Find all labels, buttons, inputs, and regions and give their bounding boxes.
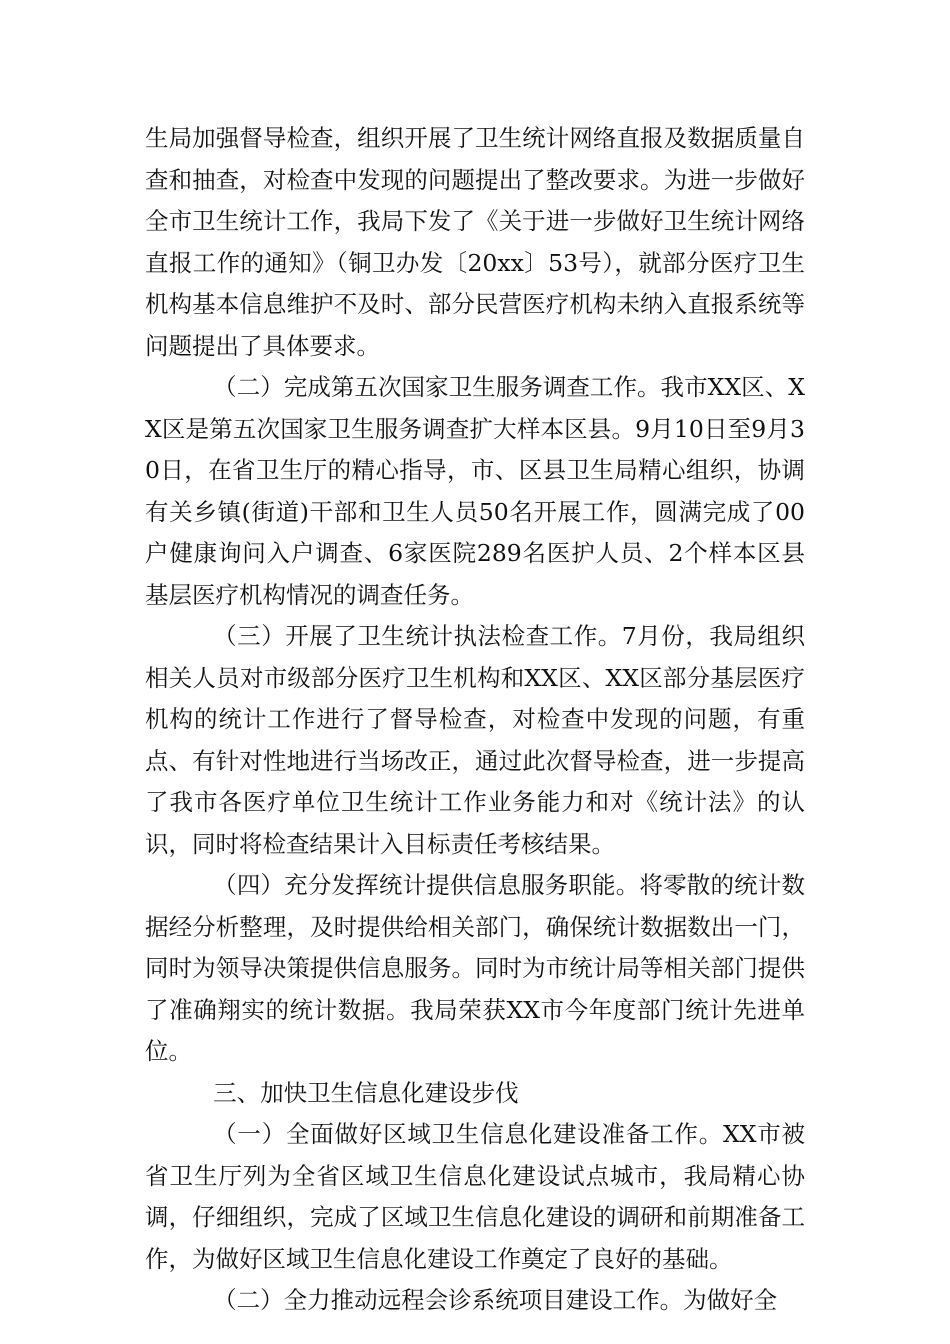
- paragraph-remote-consultation: （二）全力推动远程会诊系统项目建设工作。为做好全: [213, 1286, 778, 1314]
- document-body: [145, 118, 805, 1322]
- paragraph-statistics-law-inspection: （三）开展了卫生统计执法检查工作。7月份，我局组织相关人员对市级部分医疗卫生机构和XX区、XX区部分基层医疗机构的统计工作进行了督导检查，对检查中发现的问题，有重点、有针对性地进行当场改正，通过此次督导检查，进一步提高了我市各医疗单位卫生统计工作业务能力和对《统计法》的认识，同时将检查结果计入目标责任考核结果。: [145, 622, 805, 858]
- paragraph-information-services: （四）充分发挥统计提供信息服务职能。将零散的统计数据经分析整理，及时提供给相关部门，确保统计数据数出一门，同时为领导决策提供信息服务。同时为市统计局等相关部门提供了准确翔实的统计数据。我局荣获XX市今年度部门统计先进单位。: [145, 871, 805, 1065]
- paragraph-health-service-survey: （二）完成第五次国家卫生服务调查工作。我市XX区、XX区是第五次国家卫生服务调查扩大样本区县。9月10日至9月30日，在省卫生厅的精心指导，市、区县卫生局精心组织，协调有关乡镇(街道)干部和卫生人员50名开展工作，圆满完成了00户健康询问入户调查、6家医院289名医护人员、2个样本区县基层医疗机构情况的调查任务。: [145, 373, 805, 609]
- section-heading-informatization: 三、加快卫生信息化建设步伐: [213, 1078, 519, 1107]
- paragraph-regional-informatization: （一）全面做好区域卫生信息化建设准备工作。XX市被省卫生厅列为全省区域卫生信息化建设试点城市，我局精心协调，仔细组织，完成了区域卫生信息化建设的调研和前期准备工作，为做好区域卫生信息化建设工作奠定了良好的基础。: [145, 1120, 805, 1273]
- paragraph-continuation: 生局加强督导检查，组织开展了卫生统计网络直报及数据质量自查和抽查，对检查中发现的问题提出了整改要求。为进一步做好全市卫生统计工作，我局下发了《关于进一步做好卫生统计网络直报工作的通知》（铜卫办发〔20xx〕53号），就部分医疗卫生机构基本信息维护不及时、部分民营医疗机构未纳入直报系统等问题提出了具体要求。: [145, 124, 805, 360]
